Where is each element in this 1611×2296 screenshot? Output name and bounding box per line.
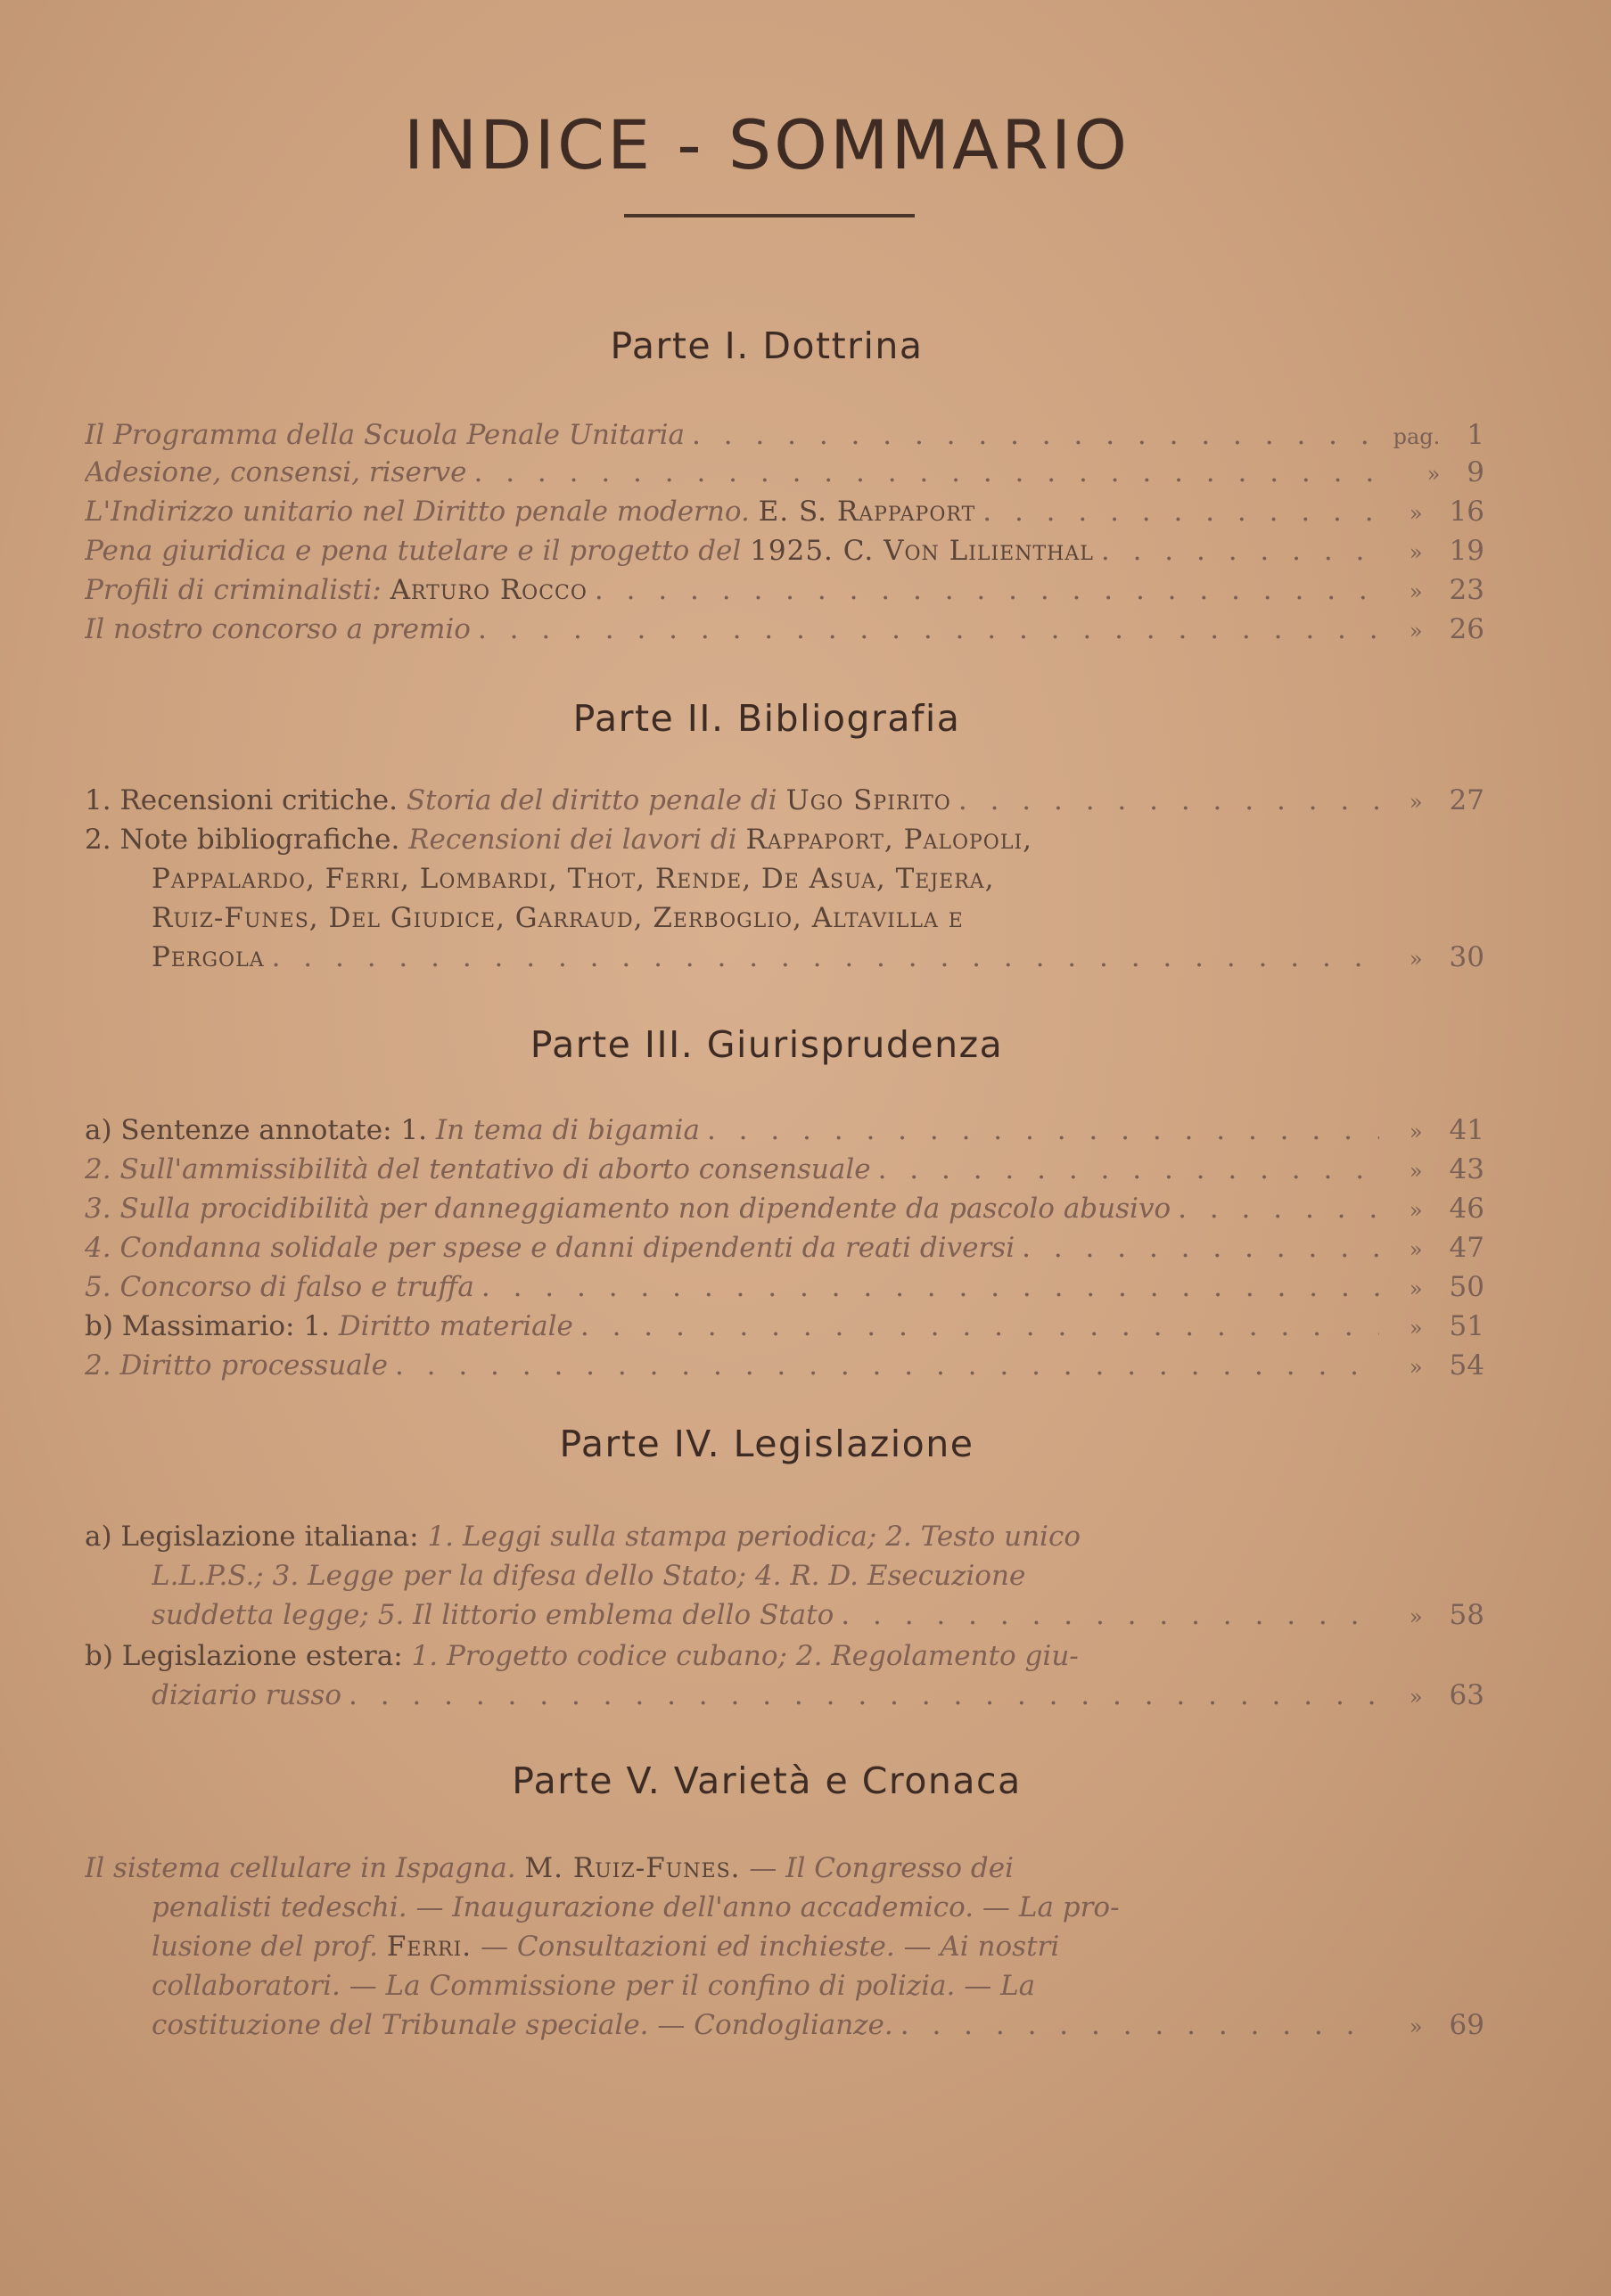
toc-entry: a) Sentenze annotate: 1. In tema di bigamia . . . » 41 [85,1114,1484,1153]
toc-entry: Adesione, consensi, riserve . . . » 9 [85,456,1484,496]
toc-entry: Profili di criminalisti: Arturo Rocco . . . » 23 [85,574,1484,613]
toc-entry: b) Massimario: 1. Diritto materiale . . . » 51 [85,1310,1484,1349]
toc-entry-continuation: costituzione del Tribunale speciale. — Condoglianze. . . . » 69 [152,2009,1484,2048]
toc-entry-continuation: diziario russo . . . » 63 [152,1679,1484,1718]
title-rule [624,214,915,217]
toc-entry-continuation: Pappalardo, Ferri, Lombardi, Thot, Rende, De Asua, Tejera, [152,863,995,895]
toc-entry-continuation: collaboratori. — La Commissione per il confino di polizia. — La [152,1970,1036,2002]
toc-entry: 2. Sull'ammissibilità del tentativo di aborto consensuale . . . » 43 [85,1153,1484,1193]
toc-entry: 2. Note bibliografiche. Recensioni dei lavori di Rappaport, Palopoli, [85,824,1033,856]
toc-entry: L'Indirizzo unitario nel Diritto penale moderno. E. S. Rappaport . . . » 16 [85,496,1484,535]
toc-entry-continuation: Pergola . . . » 30 [152,941,1484,980]
toc-entry: 4. Condanna solidale per spese e danni dipendenti da reati diversi . . . » 47 [85,1232,1484,1271]
part-heading: Parte IV. Legislazione [559,1423,974,1465]
toc-entry-continuation: suddetta legge; 5. Il littorio emblema dello Stato . . . » 58 [152,1599,1484,1638]
toc-entry-continuation: penalisti tedeschi. — Inaugurazione dell'anno accademico. — La pro- [152,1891,1120,1923]
toc-entry: b) Legislazione estera: 1. Progetto codice cubano; 2. Regolamento giu- [85,1640,1079,1672]
part-heading: Parte III. Giurisprudenza [530,1023,1004,1066]
toc-entry-continuation: lusione del prof. Ferri. — Consultazioni ed inchieste. — Ai nostri [152,1931,1060,1963]
toc-entry: Il Programma della Scuola Penale Unitaria . . . pag. 1 [85,419,1484,458]
toc-entry: 5. Concorso di falso e truffa . . . » 50 [85,1271,1484,1310]
toc-entry: 3. Sulla procidibilità per danneggiamento non dipendente da pascolo abusivo . . . » 46 [85,1193,1484,1232]
toc-entry-continuation: L.L.P.S.; 3. Legge per la difesa dello Stato; 4. R. D. Esecuzione [152,1560,1026,1592]
toc-entry: 1. Recensioni critiche. Storia del diritto penale di Ugo Spirito . . . » 27 [85,784,1484,824]
toc-entry: a) Legislazione italiana: 1. Leggi sulla stampa periodica; 2. Testo unico [85,1521,1081,1553]
part-heading: Parte I. Dottrina [610,324,924,367]
toc-entry: 2. Diritto processuale . . . » 54 [85,1349,1484,1389]
part-heading: Parte II. Bibliografia [572,697,961,740]
toc-entry-continuation: Ruiz-Funes, Del Giudice, Garraud, Zerboglio, Altavilla e [152,902,964,934]
toc-entry: Pena giuridica e pena tutelare e il progetto del 1925. C. Von Lilienthal . . . » 19 [85,535,1484,574]
part-heading: Parte V. Varietà e Cronaca [512,1759,1022,1802]
toc-entry: Il nostro concorso a premio . . . » 26 [85,613,1484,652]
toc-entry: Il sistema cellulare in Ispagna. M. Ruiz-Funes. — Il Congresso dei [85,1852,1015,1884]
page-title: INDICE - SOMMARIO [403,105,1130,184]
